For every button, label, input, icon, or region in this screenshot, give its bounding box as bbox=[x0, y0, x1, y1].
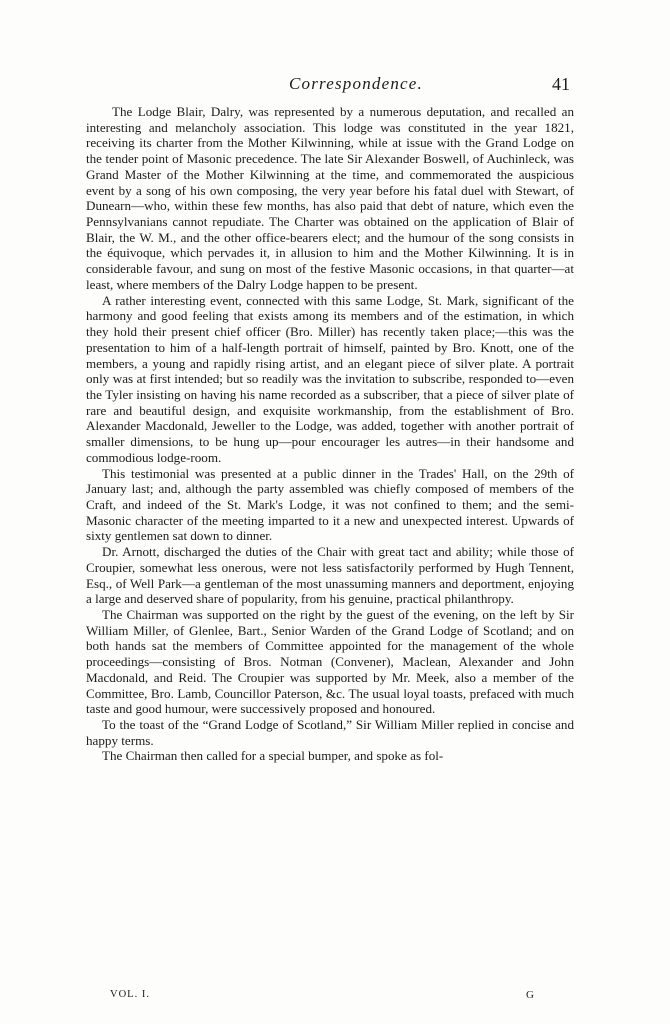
paragraph-testimonial-dinner: This testimonial was presented at a public dinner in the Trades' Hall, on the 29th of January last; and, although the party assembled was chiefly composed of members of the Craft, and indeed of the St. Mark's Lodge, it was not confined to them; and the semi-Masonic character of the meeting imparted to it a new and unexpected interest. Upwards of sixty gentlemen sat down to dinner. bbox=[86, 465, 574, 544]
paragraph-supporters-and-toasts: The Chairman was supported on the right by the guest of the evening, on the left by Sir William Miller, of Glenlee, Bart., Senior Warden of the Grand Lodge of Scotland; and on both hands sat the members of Committee appointed for the management of the whole proceedings—consisting of Bros. Notman (Convener), Maclean, Alexander and John Macdonald, and Reid. The Croupier was supported by Mr. Meek, also a member of the Committee, Bro. Lamb, Councillor Paterson, &c. The usual loyal toasts, prefaced with much taste and good humour, were successively proposed and honoured. bbox=[86, 607, 574, 717]
signature-mark: G bbox=[526, 989, 534, 1001]
paragraph-lodge-blair: The Lodge Blair, Dalry, was represented by a numerous deputation, and recalled an interesting and melancholy association. This lodge was constituted in the year 1821, receiving its charter from the Mother Kilwinning, while at issue with the Grand Lodge on the tender point of Masonic precedence. The late Sir Alexander Boswell, of Auchinleck, was Grand Master of the Mother Kilwinning at the time, and commemorated the auspicious event by a song of his own composing, the very year before his fatal duel with Stewart, of Dunearn—who, within these few months, has also paid that debt of nature, which even the Pennsylvanians cannot repudiate. The Charter was obtained on the application of Blair of Blair, the W. M., and the other office-bearers elect; and the humour of the song consists in the équivoque, which pervades it, in allusion to him and the Mother Kilwinning. It is in considerable favour, and sung on most of the festive Masonic occasions, in that quarter—at least, where members of the Dalry Lodge happen to be present. bbox=[86, 104, 574, 292]
running-head bbox=[96, 74, 576, 98]
paragraph-chair-and-croupier: Dr. Arnott, discharged the duties of the Chair with great tact and ability; while those of Croupier, somewhat less onerous, were not less satisfactorily performed by Hugh Tennent, Esq., of Well Park—a gentleman of the most unassuming manners and deportment, enjoying a large and deserved share of popularity, from his genuine, practical philanthropy. bbox=[86, 544, 574, 607]
page-footer bbox=[110, 989, 534, 1005]
running-title: Correspondence. bbox=[289, 74, 423, 93]
page-number: 41 bbox=[552, 74, 570, 94]
paragraph-chairman-bumper: The Chairman then called for a special bumper, and spoke as fol- bbox=[102, 748, 444, 764]
body-text bbox=[86, 104, 574, 764]
paragraph-st-mark-event: A rather interesting event, connected with this same Lodge, St. Mark, significant of the harmony and good feeling that exists among its members and of the estimation, in which they hold their present chief officer (Bro. Miller) has recently taken place;—this was the presentation to him of a half-length portrait of himself, painted by Bro. Knott, one of the members, a young and rapidly rising artist, and an elegant piece of silver plate. A portrait only was at first intended; but so readily was the invitation to subscribe, responded to—even the Tyler insisting on having his name recorded as a subscriber, that a piece of silver plate of rare and beautiful design, and exquisite workmanship, from the establishment of Bro. Alexander Macdonald, Jeweller to the Lodge, was added, together with another portrait of smaller dimensions, to be hung up—pour encourager les autres—in their handsome and commodious lodge-room. bbox=[86, 292, 574, 465]
paragraph-grand-lodge-toast: To the toast of the “Grand Lodge of Scotland,” Sir William Miller replied in concise and happy terms. bbox=[86, 717, 574, 748]
volume-signature: VOL. I. bbox=[110, 989, 150, 1000]
